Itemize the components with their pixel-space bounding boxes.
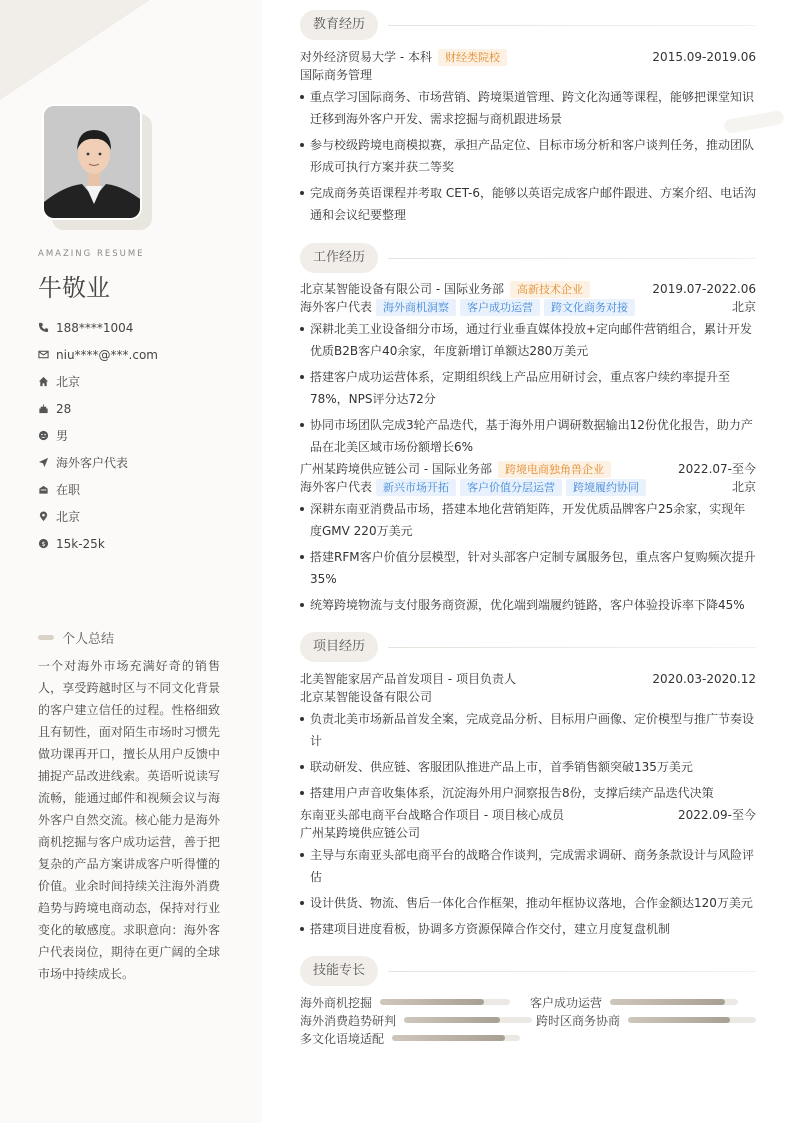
section-divider (388, 647, 756, 648)
skill-name: 跨时区商务协商 (535, 1013, 620, 1028)
company-tag: 跨境电商独角兽企业 (498, 461, 611, 478)
location-icon (38, 510, 56, 524)
education-heading (300, 10, 756, 40)
info-email (38, 341, 158, 368)
job-role-row (300, 478, 756, 496)
phone-icon (38, 321, 56, 335)
skill-row (300, 993, 756, 1011)
company-name: 北京某智能设备有限公司 - 国际业务部 (300, 282, 504, 296)
tagline: AMAZING RESUME (38, 249, 145, 259)
info-text: 188****1004 (56, 320, 134, 335)
status-icon (38, 483, 56, 497)
job-header (300, 280, 756, 298)
sidebar (0, 0, 262, 1123)
project-org-row (300, 824, 756, 842)
section-divider (388, 25, 756, 26)
bullet-item: 参与校级跨境电商模拟赛，承担产品定位、目标市场分析和客户谈判任务，推动团队形成可执行方案并获二等奖 (300, 134, 756, 178)
bullet-item: 统筹跨境物流与支付服务商资源，优化端到端履约链路，客户体验投诉率下降45% (300, 594, 756, 616)
school-tag: 财经类院校 (438, 49, 507, 66)
skill-item (536, 1012, 756, 1029)
section-title: 项目经历 (300, 632, 378, 662)
summary-text: 一个对海外市场充满好奇的销售人，享受跨越时区与不同文化背景的客户建立信任的过程。性格细致且有韧性，面对陌生市场时习惯先做功课再开口，擅长从用户反馈中捕捉产品改进线索。英语听说读写流畅，能通过邮件和视频会议与海外客户自然交流。核心能力是海外商机挖掘与客户成功运营，善于把复杂的产品方案讲成客户听得懂的价值。业余时间持续关注海外消费趋势与跨境电商动态，保持对行业变化的敏感度。求职意向：海外客户代表岗位，期待在更广阔的全球市场中持续成长。 (38, 659, 220, 981)
bullet-item: 重点学习国际商务、市场营销、跨境渠道管理、跨文化沟通等课程，能够把课堂知识迁移到海外客户开发、需求挖掘与商机跟进场景 (300, 86, 756, 130)
project-bullets (300, 708, 756, 804)
info-location (38, 503, 158, 530)
job-period: 2019.07-2022.06 (652, 282, 756, 296)
bullet-item: 负责北美市场新品首发全案，完成竞品分析、目标用户画像、定价模型与推广节奏设计 (300, 708, 756, 752)
info-text: 28 (56, 401, 72, 416)
bullet-item: 主导与东南亚头部电商平台的战略合作谈判，完成需求调研、商务条款设计与风险评估 (300, 844, 756, 888)
skill-row (300, 1011, 756, 1029)
job-bullets (300, 318, 756, 458)
section-title: 技能专长 (300, 956, 378, 986)
send-icon (38, 456, 56, 470)
skill-name: 多文化语境适配 (300, 1031, 385, 1046)
project-bullets (300, 844, 756, 940)
info-text: niu****@***.com (56, 347, 158, 362)
project-block-1 (300, 670, 756, 808)
education-block (300, 48, 756, 230)
bullet-item: 联动研发、供应链、客服团队推进产品上市，首季销售额突破135万美元 (300, 756, 756, 778)
job-city: 北京 (731, 300, 756, 314)
skills-list (300, 993, 756, 1047)
section-title: 工作经历 (300, 243, 378, 273)
skills-heading (300, 956, 756, 986)
projects-heading (300, 632, 756, 662)
bullet-item: 搭建RFM客户价值分层模型，针对头部客户定制专属服务包，重点客户复购频次提升35% (300, 546, 756, 590)
avatar (42, 104, 142, 220)
job-period: 2022.07-至今 (678, 462, 756, 476)
mail-icon (38, 348, 56, 362)
section-divider (388, 258, 756, 259)
bullet-item: 设计供货、物流、售后一体化合作框架，推动年框协议落地，合作金额达120万美元 (300, 892, 756, 914)
major: 国际商务管理 (300, 68, 373, 82)
contact-info (38, 314, 158, 557)
project-header (300, 806, 756, 824)
section-title: 教育经历 (300, 10, 378, 40)
job-city: 北京 (731, 480, 756, 494)
job-role-row (300, 298, 756, 316)
project-name: 东南亚头部电商平台战略合作项目 - 项目核心成员 (300, 808, 564, 822)
skill-name: 客户成功运营 (530, 995, 603, 1010)
skill-name: 海外商机挖掘 (300, 995, 373, 1010)
school-name: 对外经济贸易大学 - 本科 (300, 50, 432, 64)
corner-decoration (0, 0, 150, 100)
skill-name: 海外消费趋势研判 (300, 1013, 397, 1028)
project-org: 北京某智能设备有限公司 (300, 690, 433, 704)
bullet-item: 深耕东南亚消费品市场，搭建本地化营销矩阵，开发优质品牌客户25余家，实现年度GMV 220万美元 (300, 498, 756, 542)
heading-bar (38, 635, 54, 640)
bullet-item: 搭建客户成功运营体系，定期组织线上产品应用研讨会，重点客户续约率提升至78%，NPS评分达72分 (300, 366, 756, 410)
bullet-item: 搭建项目进度看板，协调多方资源保障合作交付，建立月度复盘机制 (300, 918, 756, 940)
job-role: 海外客户代表 (300, 300, 373, 314)
info-text: 海外客户代表 (56, 456, 129, 470)
skill-tag: 跨境履约协同 (566, 479, 646, 496)
job-block-1 (300, 280, 756, 462)
info-position (38, 449, 158, 476)
project-block-2 (300, 806, 756, 944)
info-text: 15k-25k (56, 536, 105, 551)
skill-bar-fill (392, 1035, 505, 1041)
skill-row (300, 1029, 756, 1047)
info-text: 北京 (56, 375, 81, 389)
project-period: 2022.09-至今 (678, 808, 756, 822)
skill-item (300, 1012, 536, 1029)
company-tag: 高新技术企业 (510, 281, 590, 298)
candidate-name: 牛敬业 (38, 274, 110, 302)
skill-bar (610, 999, 738, 1005)
company-name: 广州某跨境供应链公司 - 国际业务部 (300, 462, 492, 476)
project-name: 北美智能家居产品首发项目 - 项目负责人 (300, 672, 516, 686)
skill-tag: 客户价值分层运营 (460, 479, 562, 496)
skill-bar (404, 1017, 532, 1023)
skill-tag: 客户成功运营 (460, 299, 540, 316)
education-period: 2015.09-2019.06 (652, 50, 756, 64)
section-divider (388, 971, 756, 972)
bullet-item: 协同市场团队完成3轮产品迭代，基于海外用户调研数据输出12份优化报告，助力产品在北美区域市场份额增长6% (300, 414, 756, 458)
info-text: 在职 (56, 483, 81, 497)
education-header (300, 48, 756, 66)
info-text: 男 (56, 429, 69, 443)
skill-tag: 跨文化商务对接 (544, 299, 635, 316)
info-residence (38, 368, 158, 395)
skill-tag: 新兴市场开拓 (376, 479, 456, 496)
gender-icon (38, 429, 56, 443)
salary-icon (38, 537, 56, 551)
skill-bar-fill (380, 999, 484, 1005)
education-major-row (300, 66, 756, 84)
skill-bar (380, 999, 510, 1005)
bullet-item: 深耕北美工业设备细分市场，通过行业垂直媒体投放+定向邮件营销组合，累计开发优质B2B客户40余家，年度新增订单额达280万美元 (300, 318, 756, 362)
info-status (38, 476, 158, 503)
project-org: 广州某跨境供应链公司 (300, 826, 421, 840)
info-gender (38, 422, 158, 449)
bullet-item: 搭建用户声音收集体系，沉淀海外用户洞察报告8份，支撑后续产品迭代决策 (300, 782, 756, 804)
project-header (300, 670, 756, 688)
home-icon (38, 375, 56, 389)
info-age (38, 395, 158, 422)
skill-bar-fill (628, 1017, 730, 1023)
avatar-photo (42, 104, 142, 220)
summary-heading (38, 628, 114, 647)
education-bullets (300, 86, 756, 226)
project-period: 2020.03-2020.12 (652, 672, 756, 686)
bullet-item: 完成商务英语课程并考取 CET-6，能够以英语完成客户邮件跟进、方案介绍、电话沟通和会议纪要整理 (300, 182, 756, 226)
svg-text:$: $ (41, 539, 46, 548)
job-bullets (300, 498, 756, 616)
skill-bar-fill (404, 1017, 500, 1023)
skill-item (300, 1030, 520, 1047)
skill-item (530, 994, 738, 1011)
job-header (300, 460, 756, 478)
skill-item (300, 994, 530, 1011)
project-org-row (300, 688, 756, 706)
work-heading (300, 243, 756, 273)
skill-bar (628, 1017, 756, 1023)
skill-tag: 海外商机洞察 (376, 299, 456, 316)
summary-title: 个人总结 (62, 632, 115, 647)
cake-icon (38, 402, 56, 416)
job-block-2 (300, 460, 756, 620)
job-role: 海外客户代表 (300, 480, 373, 494)
info-text: 北京 (56, 510, 81, 524)
info-phone (38, 314, 158, 341)
info-salary (38, 530, 158, 557)
skill-bar-fill (610, 999, 725, 1005)
skill-bar (392, 1035, 520, 1041)
